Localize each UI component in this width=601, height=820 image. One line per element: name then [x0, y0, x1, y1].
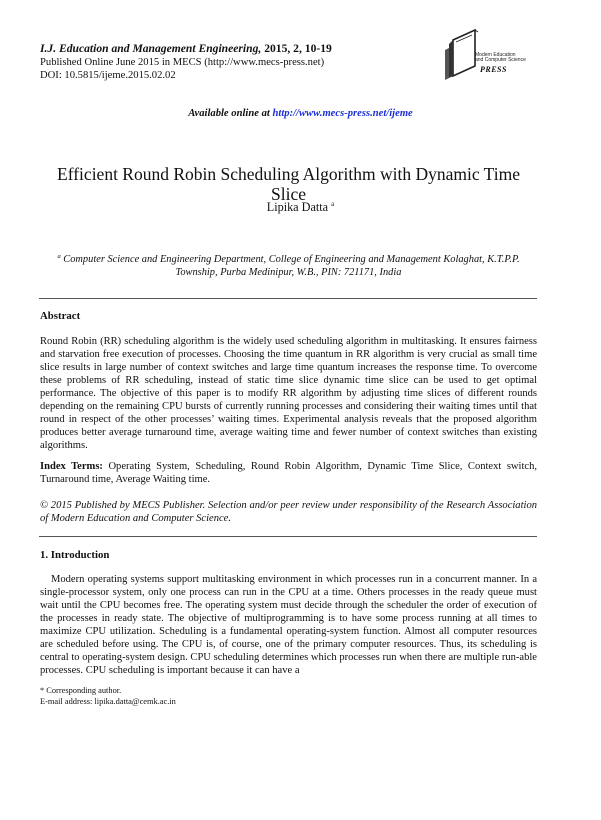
publisher-logo [445, 28, 535, 80]
author-affiliation-marker: a [331, 200, 335, 208]
affiliation-marker: a [57, 253, 61, 260]
logo-text-line2: and Computer Science [475, 57, 526, 63]
logo-text-line1: Modern Education [475, 52, 516, 58]
book-icon [445, 28, 479, 80]
abstract-text: Round Robin (RR) scheduling algorithm is the widely used scheduling algorithm in multitasking. It ensures fairness and starvation free execution of processes. Choosing the time quantum in RR algorithm is very crucial as small time slice results in large number of context switches and large time quantum increases the response time. To overcome these problems of RR scheduling, instead of static time slice dynamic time slice can be used to get optimal performance. The objective of this paper is to modify RR algorithm by adjusting time slices of different rounds depending on the remaining CPU bursts of currently running processes and considering their waiting times until that round in respect of the other processes’ waiting times. Experimental analysis reveals that the proposed algorithm produces better average turnaround time, average waiting time and fewer number of context switches than existing algorithms. [40, 336, 537, 451]
footnote [40, 685, 176, 707]
author-name: Lipika Datta [266, 200, 329, 214]
introduction-heading: 1. Introduction [40, 549, 110, 561]
affiliation [40, 250, 537, 279]
index-terms-label: Index Terms: [40, 461, 103, 472]
index-terms-list: Operating System, Scheduling, Round Robin Algorithm, Dynamic Time Slice, Context switch, Turnaround time, Average Waiting time. [40, 461, 537, 485]
journal-citation [40, 42, 332, 56]
published-online-line: Published Online June 2015 in MECS (http://www.mecs-press.net) [40, 57, 325, 68]
journal-url-link[interactable]: http://www.mecs-press.net/ijeme [272, 108, 413, 119]
introduction-text: Modern operating systems support multitasking environment in which processes run in a concurrent manner. In a single-processor system, only one process can run in the CPU at a time. Others processes in the ready queue must wait until the CPU becomes free. The operating system must decide through the scheduler the order of execution of the processes in ready state. The objective of multiprogramming is to have some process running at all times to maximize CPU utilization. Scheduling is a fundamental operating-system function. Almost all computer resources are scheduled before using. The CPU is, of course, one of the primary computer resources. Thus, its scheduling is central to operating-system design. CPU scheduling determines which processes run when there are multiple run-able processes. CPU scheduling is important because it can have a [40, 574, 537, 676]
journal-name: I.J. Education and Management Engineering, [40, 42, 262, 55]
copyright-notice: © 2015 Published by MECS Publisher. Selection and/or peer review under responsibility of the Research Association of Modern Education and Computer Science. [40, 500, 537, 524]
author-email: E-mail address: lipika.datta@cemk.ac.in [40, 697, 176, 706]
corresponding-author-note: * Corresponding author. [40, 686, 122, 695]
author-line [0, 200, 601, 215]
available-label: Available online at [188, 108, 273, 119]
divider-top [39, 298, 537, 299]
journal-issue: 2015, 2, 10-19 [261, 42, 332, 55]
available-online [0, 108, 601, 119]
doi-line: DOI: 10.5815/ijeme.2015.02.02 [40, 70, 176, 81]
affiliation-text: Computer Science and Engineering Department, College of Engineering and Management Kolaghat, K.T.P.P. Township, Purba Medinipur, W.B., PIN: 721171, India [63, 254, 520, 278]
index-terms [40, 460, 537, 486]
paper-title: Efficient Round Robin Scheduling Algorithm with Dynamic Time Slice [57, 164, 520, 204]
divider-bottom [39, 536, 537, 537]
abstract-heading: Abstract [40, 310, 81, 322]
logo-press: PRESS [480, 65, 507, 74]
